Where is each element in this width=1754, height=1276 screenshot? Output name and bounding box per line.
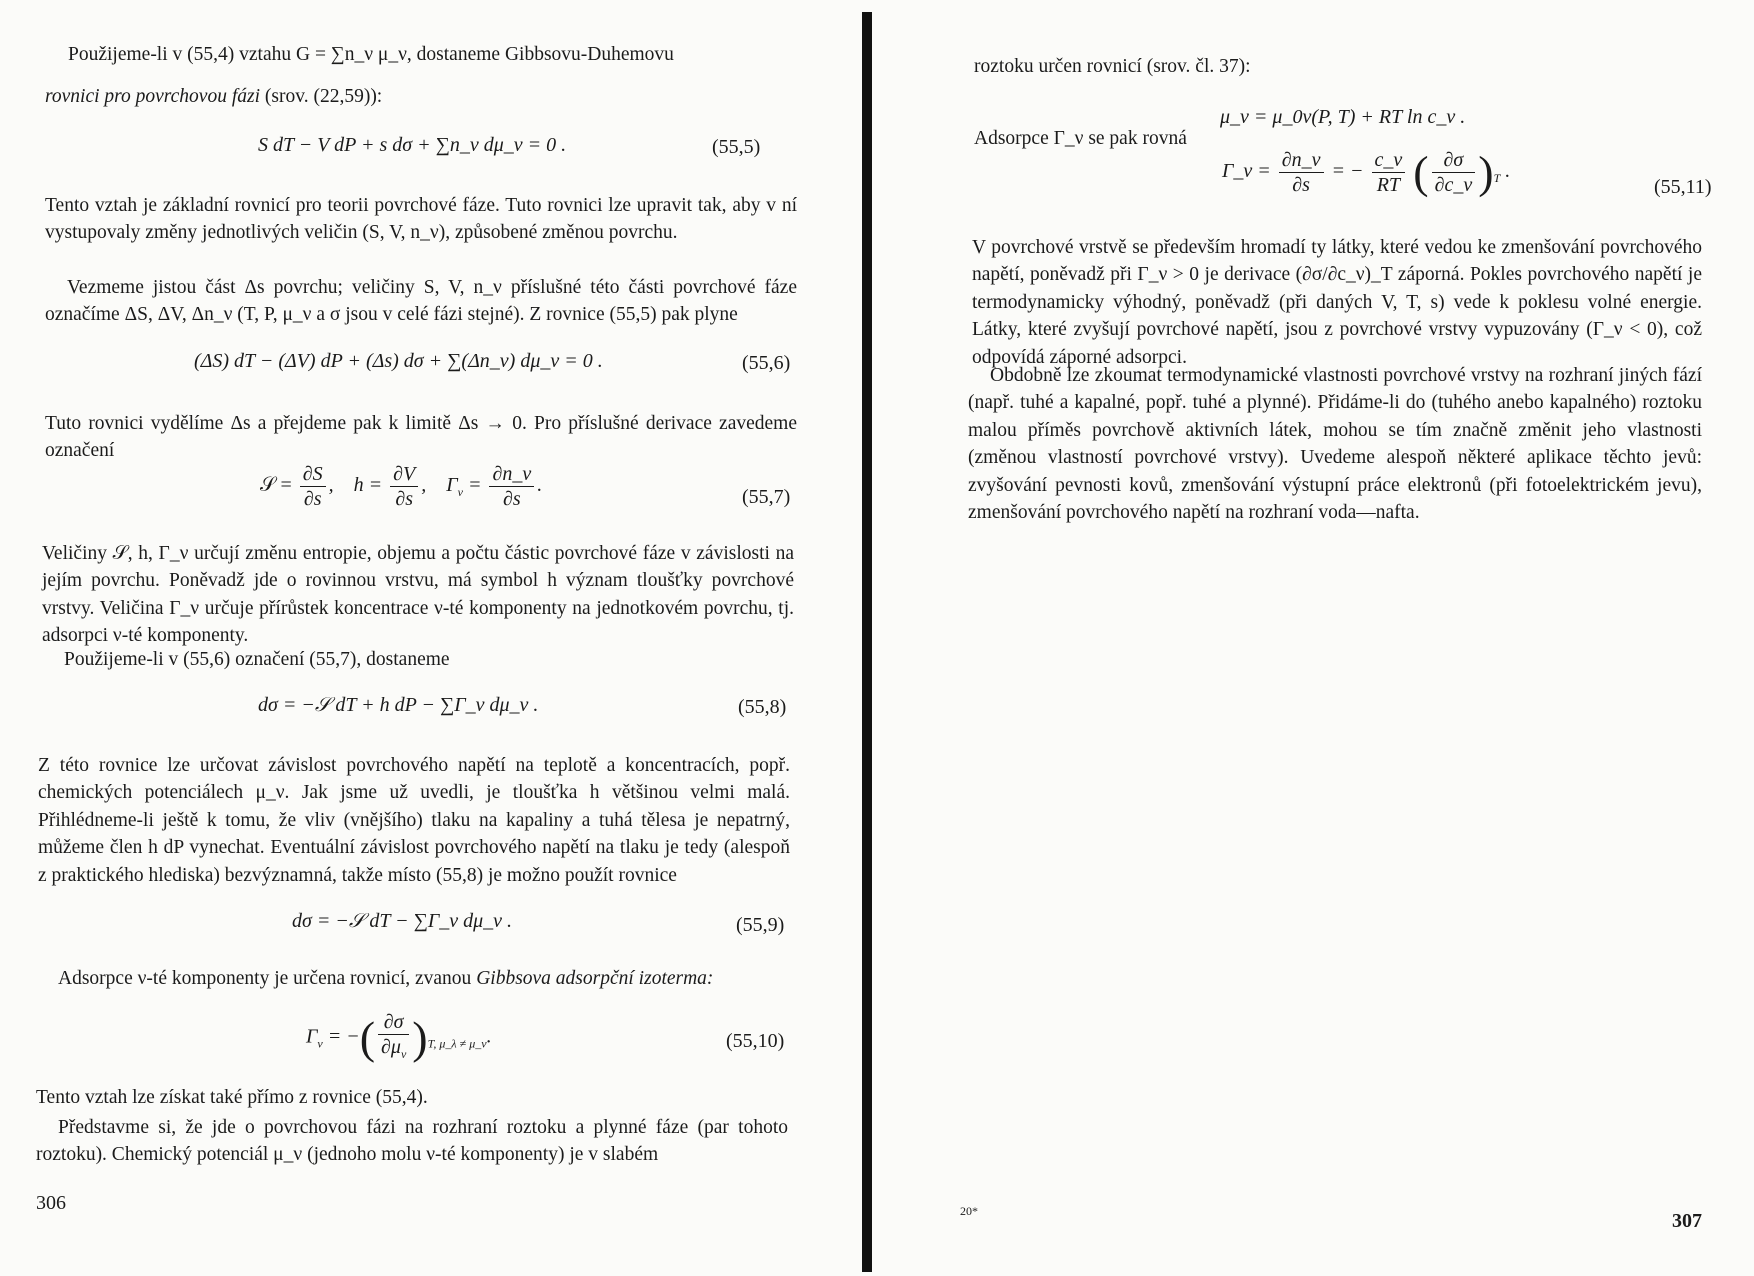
equation-number: (55,5) (712, 136, 761, 158)
equation-number: (55,6) (742, 352, 791, 374)
text-span: (srov. (22,59)): (260, 86, 383, 107)
text-line: Adsorpce Γ_ν se pak rovná (974, 128, 1187, 149)
page-number: 306 (36, 1192, 66, 1214)
equation-number: (55,11) (1654, 176, 1712, 198)
equation-number: (55,8) (738, 696, 787, 718)
paragraph: Použijeme-li v (55,6) označení (55,7), dostaneme (64, 649, 450, 670)
fraction: $\frac{\partial n\_\nu}{\partial s}$ (1279, 148, 1324, 197)
equation-55-9: dσ = −𝒮 dT − ∑Γ_ν dμ_ν . (292, 910, 513, 932)
paragraph: Obdobně lze zkoumat termodynamické vlastnosti povrchové vrstvy na rozhraní jiných fází (např. tuhé a kapalné, popř. tuhé a plynné). Přidáme-li do (tuhého anebo kapalného) roztoku malou příměs povrchově aktivních látek, mohou se tím značně změnit jeho vlastnosti (změnou vlastností povrchové vrstvy). Uvedeme alespoň některé aplikace těchto jevů: zvyšování pevnosti kovů, zmenšování výstupní práce elektronů (při fotoelektrickém jevu), zmenšování povrchového napětí na rozhraní voda—nafta. (968, 365, 1702, 524)
left-page (0, 0, 862, 1276)
fraction: $\frac{\partial n\_\nu}{\partial s}$ (489, 462, 534, 511)
fraction: $\frac{\partial\sigma}{\partial\mu_\nu}$ (378, 1010, 409, 1066)
fraction: $\frac{c\_\nu}{RT}$ (1372, 148, 1406, 197)
paragraph: Tento vztah lze získat také přímo z rovnice (55,4). (36, 1087, 428, 1108)
paragraph: Tuto rovnici vydělíme Δs a přejdeme pak k limitě Δs → 0. Pro příslušné derivace zavedeme označení (45, 413, 797, 462)
fraction: $\frac{\partial V}{\partial s}$ (390, 462, 418, 511)
text-line: Použijeme-li v (55,4) vztahu G = ∑n_ν μ_ν, dostaneme Gibbsovu-Duhemovu (68, 44, 674, 65)
right-page (872, 0, 1754, 1276)
equation-55-8: dσ = −𝒮 dT + h dP − ∑Γ_ν dμ_ν . (258, 694, 539, 716)
equation-55-6: (ΔS) dT − (ΔV) dP + (Δs) dσ + ∑(Δn_ν) dμ_ν = 0 . (194, 350, 603, 372)
text-span: Adsorpce ν-té komponenty je určena rovnicí, zvanou (58, 968, 477, 989)
equation-55-5: S dT − V dP + s dσ + ∑n_ν dμ_ν = 0 . (258, 134, 567, 156)
text-line: roztoku určen rovnicí (srov. čl. 37): (974, 56, 1251, 77)
paragraph: V povrchové vrstvě se především hromadí ty látky, které vedou ke zmenšování povrchového napětí, poněvadž při Γ_ν > 0 je derivace (∂σ/∂c_ν)_T záporná. Pokles povrchového napětí je termodynamicky výhodný, poněvadž (při daných V, T, s) vede k poklesu volné energie. Látky, které zvyšují povrchové napětí, jsou z povrchové vrstvy vypuzovány (Γ_ν < 0), což odpovídá záporné adsorpci. (972, 237, 1702, 368)
equation-number: (55,10) (726, 1030, 785, 1052)
equation-number: (55,9) (736, 914, 785, 936)
binding-gutter (862, 12, 872, 1272)
paragraph: Veličiny 𝒮, h, Γ_ν určují změnu entropie, objemu a počtu částic povrchové fáze v závislosti na jejím povrchu. Poněvadž jde o rovinnou vrstvu, má symbol h význam tloušťky povrchové vrstvy. Veličina Γ_ν určuje přírůstek koncentrace ν-té komponenty na jednotkovém povrchu, tj. adsorpci ν-té komponenty. (42, 543, 794, 647)
fraction: $\frac{\partial\sigma}{\partial c\_\nu}$ (1432, 148, 1476, 197)
text-line (58, 968, 713, 990)
italic-term: rovnici pro povrchovou fázi (45, 86, 261, 107)
signature-mark: 20* (960, 1204, 978, 1218)
paragraph: Z této rovnice lze určovat závislost povrchového napětí na teplotě a koncentracích, popř. chemických potenciálech μ_ν. Jak jsme už uvedli, je tloušťka h většinou velmi malá. Přihlédneme-li ještě k tomu, že vliv (vnějšího) tlaku na kapaliny a tuhá tělesa je nepatrný, můžeme člen h dP vynechat. Eventuální závislost povrchového napětí na tlaku je tedy (alespoň z praktického hlediska) bezvýznamná, takže místo (55,8) je možno použít rovnice (38, 755, 790, 886)
page-number: 307 (1672, 1210, 1702, 1232)
equation-number: (55,7) (742, 486, 791, 508)
equation-55-11: Γ_ν = $\frac{\partial n\_\nu}{\partial s}$ = − $\frac{c\_\nu}{RT}$ ( $\frac{\partial\sigma}{\partial c\_\nu}$ )$_T$ . (1222, 146, 1511, 198)
paragraph: Vezmeme jistou část Δs povrchu; veličiny S, V, n_ν příslušné této části povrchové fáze označíme ΔS, ΔV, Δn_ν (T, P, μ_ν a σ jsou v celé fázi stejné). Z rovnice (55,5) pak plyne (45, 277, 797, 326)
text-line (45, 86, 382, 108)
equation-mu: μ_ν = μ_0ν(P, T) + RT ln c_ν . (1220, 106, 1466, 128)
paragraph: Tento vztah je základní rovnicí pro teorii povrchové fáze. Tuto rovnici lze upravit tak, aby v ní vystupovaly změny jednotlivých veličin (S, V, n_ν), způsobené změnou povrchu. (45, 195, 797, 244)
equation-55-7: 𝒮 = $\frac{\partial S}{\partial s}$ , h = $\frac{\partial V}{\partial s}$ , $\Gamma_\nu$ = $\frac{\partial n\_\nu}{\partial s}$ . (260, 463, 543, 510)
equation-55-10: $\Gamma_\nu$ = −( $\frac{\partial\sigma}{\partial\mu_\nu}$ )$_{T, \mu\_\lambda \ne \mu\_\nu}$. (306, 1010, 492, 1066)
fraction: $\frac{\partial S}{\partial s}$ (300, 462, 326, 511)
italic-term: Gibbsova adsorpční izoterma: (476, 968, 714, 989)
paragraph: Představme si, že jde o povrchovou fázi na rozhraní roztoku a plynné fáze (par tohoto roztoku). Chemický potenciál μ_ν (jednoho molu ν-té komponenty) je v slabém (36, 1117, 788, 1166)
